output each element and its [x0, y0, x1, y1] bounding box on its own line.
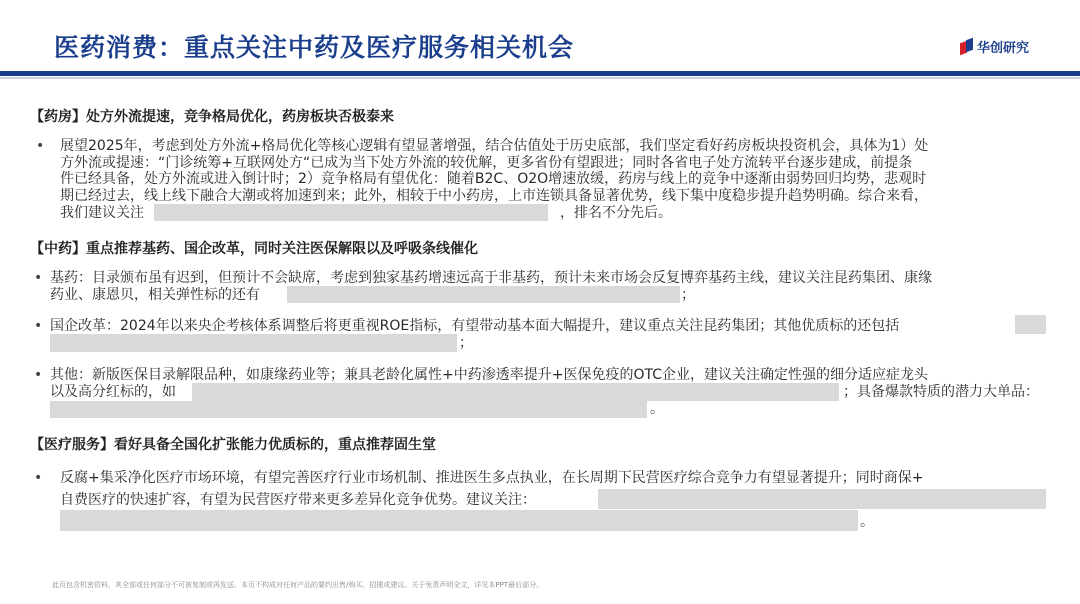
pharmacy-line-1: 展望2025年，考虑到处方外流+格局优化等核心逻辑有望显著增强，结合估值处于历史底部，我们坚定看好药房板块投资机会，具体为1）处 [60, 138, 929, 154]
pharmacy-tail: ，排名不分先后。 [560, 205, 672, 221]
page-title: 医药消费：重点关注中药及医疗服务相关机会 [54, 33, 575, 62]
header-divider-light [0, 77, 1080, 79]
pharmacy-heading: 【药房】处方外流提速，竞争格局优化，药房板块否极泰来 [30, 109, 394, 125]
redacted-block [154, 204, 548, 221]
redacted-block [50, 401, 647, 418]
redacted-block [192, 383, 839, 401]
tcm-item3-line2: 以及高分红标的，如 [50, 384, 176, 400]
medical-heading: 【医疗服务】看好具备全国化扩张能力优质标的，重点推荐固生堂 [30, 437, 436, 453]
bullet: • [34, 270, 43, 286]
pharmacy-line-3: 件已经具备，处方外流或进入倒计时；2）竞争格局有望优化：随着B2C、O2O增速放缓，药房与线上的竞争中逐渐由弱势回归均势，悲观时 [60, 171, 927, 187]
tcm-heading: 【中药】重点推荐基药、国企改革，同时关注医保解限以及呼吸条线催化 [30, 241, 478, 257]
tcm-item2-tail: ； [459, 335, 473, 351]
header-divider [0, 71, 1080, 76]
tcm-item2-line1: 国企改革：2024年以来央企考核体系调整后将更重视ROE指标，有望带动基本面大幅提升，建议重点关注昆药集团；其他优质标的还包括 [50, 318, 900, 334]
redacted-block [598, 489, 1046, 509]
medical-line-2: 自费医疗的快速扩容，有望为民营医疗带来更多差异化竞争优势。建议关注： [60, 492, 536, 508]
tcm-item1-line1: 基药：目录颁布虽有迟到，但预计不会缺席，考虑到独家基药增速远高于非基药，预计未来市场会反复博弈基药主线，建议关注昆药集团、康缘 [50, 270, 932, 286]
medical-tail: 。 [860, 514, 874, 530]
brand-logo [960, 37, 1029, 56]
logo-text: 华创研究 [977, 41, 1030, 56]
medical-line-1: 反腐+集采净化医疗市场环境，有望完善医疗行业市场机制、推进医生多点执业，在长周期下民营医疗综合竞争力有望显著提升；同时商保+ [60, 470, 924, 486]
tcm-item3-line1: 其他：新版医保目录解限品种，如康缘药业等；兼具老龄化属性+中药渗透率提升+医保免疫的OTC企业，建议关注确定性强的细分适应症龙头 [50, 367, 928, 383]
tcm-item1-line2: 药业、康恩贝，相关弹性标的还有 [50, 287, 260, 303]
tcm-item3-mid: ；具备爆款特质的潜力大单品： [843, 384, 1039, 400]
footer-disclaimer: 此页包含机密资料，其全部或任何部分不可被复制或再发送。本页不构成对任何产品的要约出售/购买、招揽或建议。关于免责声明全文，详见本PPT最后部分。 [52, 581, 544, 589]
logo-mark-icon [960, 39, 973, 54]
redacted-block [60, 510, 858, 531]
bullet: • [34, 367, 43, 383]
pharmacy-line-2: 方外流或提速：“门诊统筹+互联网处方“已成为当下处方外流的较优解，更多省份有望跟进；同时各省电子处方流转平台逐步建成，前提条 [60, 154, 913, 171]
pharmacy-line-4: 期已经过去，线上线下融合大潮或将加速到来；此外，相较于中小药房，上市连锁具备显著优势，线下集中度稳步提升趋势明确。综合来看， [60, 187, 928, 204]
bullet: • [34, 470, 43, 486]
bullet: • [36, 138, 45, 154]
tcm-item3-tail: 。 [650, 401, 664, 417]
tcm-item1-tail: ； [681, 287, 695, 303]
bullet: • [34, 318, 43, 334]
redacted-block [50, 334, 457, 352]
redacted-block [287, 286, 680, 303]
pharmacy-line-5: 我们建议关注 [60, 205, 144, 221]
redacted-block [1015, 315, 1046, 334]
